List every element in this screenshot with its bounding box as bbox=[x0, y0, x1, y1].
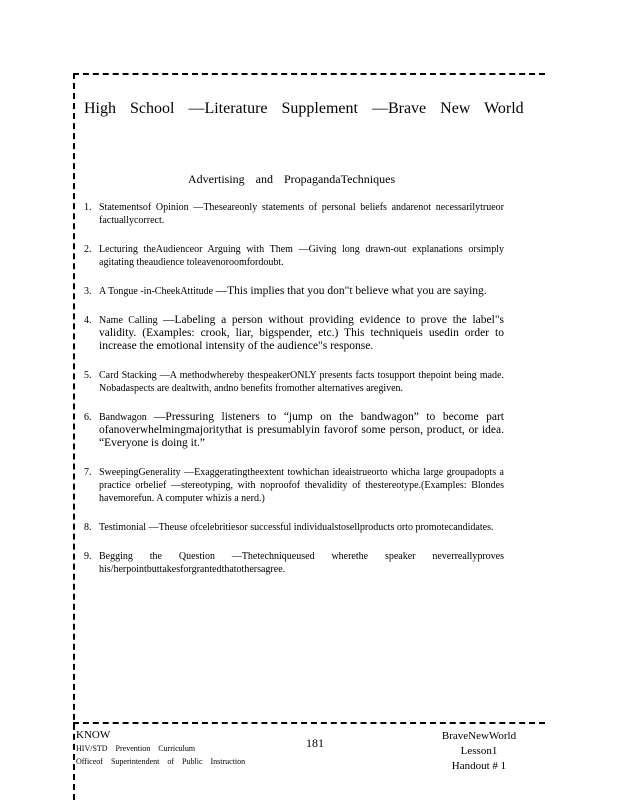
footer-left bbox=[76, 729, 245, 768]
top-border bbox=[73, 73, 545, 75]
page-number: 181 bbox=[306, 736, 324, 750]
item-text: Statementsof Opinion —Theseareonly statements of personal beliefs andarenot necessarilytrueor factuallycorrect. bbox=[99, 202, 504, 226]
item-text: Card Stacking —A methodwhereby thespeakerONLY presents facts tosupport thepoint being made. Nobadaspects are dealtwith, andno benefits fromother alternatives aregiven. bbox=[99, 370, 504, 394]
item-text: Name Calling —Labeling a person without providing evidence to prove the label"s validity. (Examples: crook, liar, bigspender, etc.) This techniqueis usedin order to increase the emotional intensity of the audience"s response. bbox=[99, 314, 504, 352]
techniques-list bbox=[84, 201, 504, 592]
item-number: 2. bbox=[84, 244, 92, 255]
item-number: 9. bbox=[84, 551, 92, 562]
list-item bbox=[84, 369, 504, 395]
item-number: 3. bbox=[84, 286, 92, 297]
item-text: SweepingGenerality —Exaggeratingtheextent towhichan ideaistrueorto whicha large groupadopts a practice orbelief —stereotyping, with noproofof thevalidity of thestereotype.(Examples: Blondes havemorefun. A computer whizis a nerd.) bbox=[99, 467, 504, 504]
footer-handout: Handout # 1 bbox=[451, 760, 507, 772]
item-text: A Tongue -in-CheekAttitude —This implies that you don"t believe what you are saying. bbox=[99, 285, 487, 297]
list-item bbox=[84, 411, 504, 450]
item-number: 5. bbox=[84, 370, 92, 381]
list-item bbox=[84, 201, 504, 227]
footer-program-name: KNOW bbox=[76, 729, 111, 741]
item-number: 7. bbox=[84, 467, 92, 478]
item-number: 8. bbox=[84, 522, 92, 533]
list-item bbox=[84, 285, 504, 298]
page-title: High School —Literature Supplement —Brave New World bbox=[84, 100, 524, 117]
bottom-border bbox=[73, 722, 545, 724]
footer-curriculum: HIV/STD Prevention Curriculum bbox=[76, 744, 196, 753]
footer-lesson: Lesson1 bbox=[460, 745, 498, 757]
item-text: Bandwagon —Pressuring listeners to “jump on the bandwagon” to become part ofanoverwhelmingmajoritythat is presumablyin favorof some person, product, or idea. “Everyone is doing it.” bbox=[99, 411, 504, 449]
list-item bbox=[84, 466, 504, 505]
footer-office: Officeof Superintendent of Public Instruction bbox=[76, 757, 246, 766]
list-item bbox=[84, 521, 504, 534]
item-text: Testimonial —Theuse ofcelebritiesor successful individualstosellproducts orto promotecandidates. bbox=[99, 522, 494, 533]
item-number: 4. bbox=[84, 315, 92, 326]
list-item bbox=[84, 243, 504, 269]
footer-right bbox=[434, 729, 524, 774]
footer-book-title: BraveNewWorld bbox=[441, 730, 517, 742]
item-text: Lecturing theAudienceor Arguing with Them —Giving long drawn-out explanations orsimply agitating theaudience toleavenoroomfordoubt. bbox=[99, 244, 504, 268]
list-item bbox=[84, 550, 504, 576]
section-title: Advertising and PropagandaTechniques bbox=[188, 172, 396, 186]
item-text: Begging the Question —Thetechniqueused wherethe speaker neverreallyproves his/herpointbuttakesforgrantedthatothersagree. bbox=[99, 551, 504, 575]
list-item bbox=[84, 314, 504, 353]
left-border bbox=[73, 73, 75, 800]
item-number: 1. bbox=[84, 202, 92, 213]
item-number: 6. bbox=[84, 412, 92, 423]
